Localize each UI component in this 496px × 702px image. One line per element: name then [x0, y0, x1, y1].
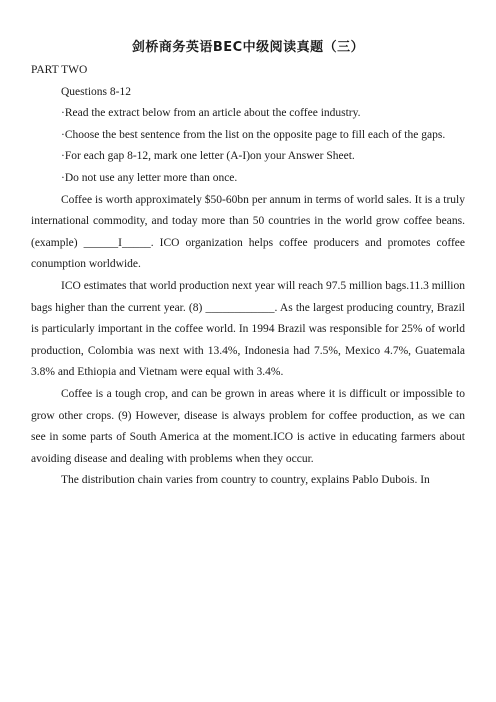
instruction-2: ·Choose the best sentence from the list on the opposite page to fill each of the gaps.	[61, 128, 446, 141]
instruction-3: ·For each gap 8-12, mark one letter (A-I)on your Answer Sheet.	[61, 150, 355, 163]
paragraph-4: The distribution chain varies from country to country, explains Pablo Dubois. In	[61, 474, 430, 487]
paragraph-3: Coffee is a tough crop, and can be grown in areas where it is difficult or impossible to grow other crops. (9) However, disease is always problem for coffee production, as we can see in some parts of South America at the moment.ICO is active in educating farmers about avoiding disease and dealing with problems when they occur.	[31, 387, 465, 465]
paragraph-1: Coffee is worth approximately $50-60bn per annum in terms of world sales. It is a truly international commodity, and today more than 50 countries in the world grow coffee beans. (example) ______I_____. ICO organization helps coffee producers and promotes coffee conumption worldwide.	[31, 193, 465, 271]
document-title: 剑桥商务英语BEC中级阅读真题（三）	[131, 40, 365, 55]
document-body	[31, 60, 465, 492]
instruction-4: ·Do not use any letter more than once.	[61, 171, 238, 184]
part-heading: PART TWO	[31, 64, 88, 76]
instruction-1: ·Read the extract below from an article about the coffee industry.	[61, 107, 361, 120]
paragraph-2: ICO estimates that world production next year will reach 97.5 million bags.11.3 million bags higher than the current year. (8) ____________. As the largest producing country, Brazil is particularly important in the coffee world. In 1994 Brazil was responsible for 25% of world production, Colombia was next with 13.4%, Indonesia had 7.5%, Mexico 4.7%, Guatemala 3.8% and Ethiopia and Vietnam were equal with 3.4%.	[31, 279, 465, 379]
questions-heading: Questions 8-12	[61, 85, 131, 98]
